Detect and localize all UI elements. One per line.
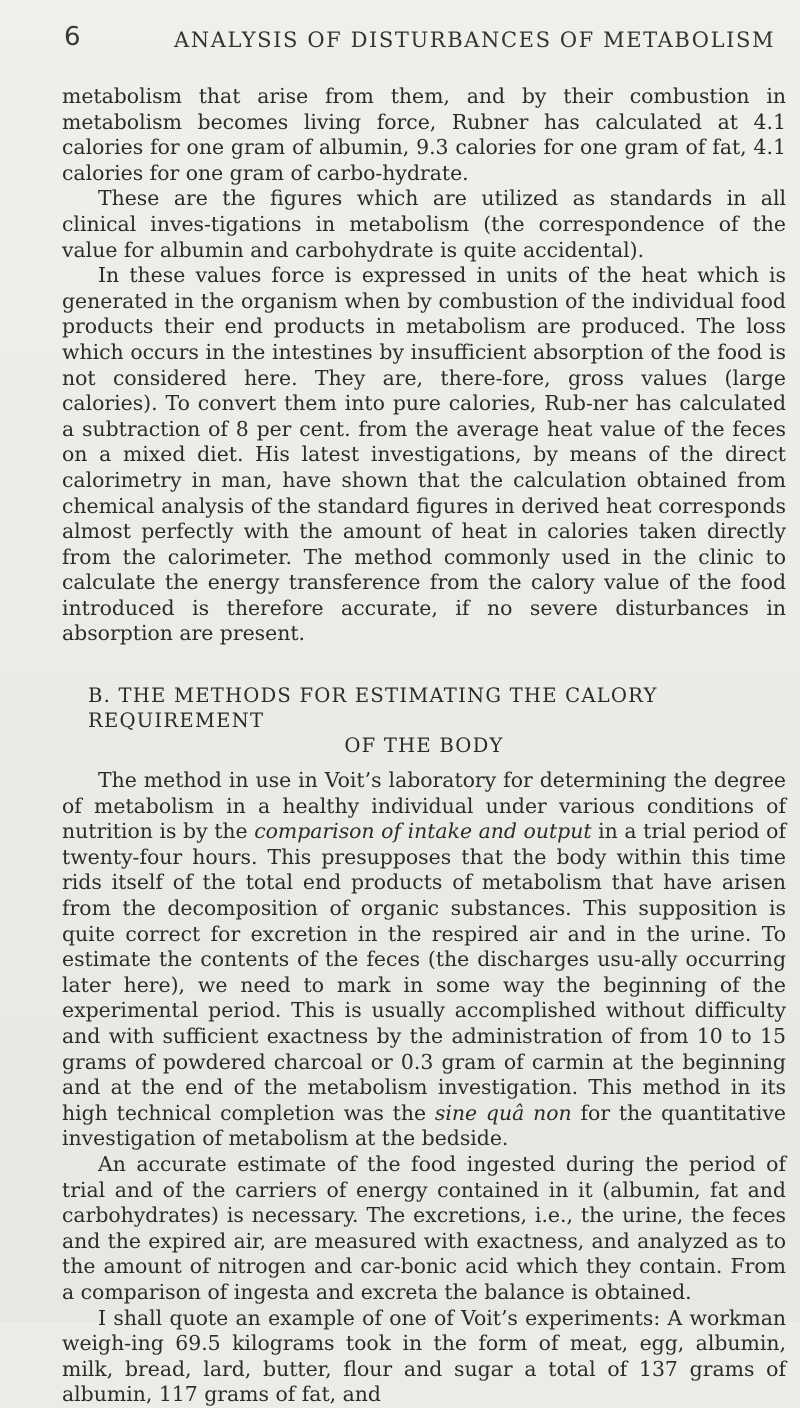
paragraph-6: I shall quote an example of one of Voit’s experiments: A workman weigh-ing 69.5 kilograms took in the form of meat, egg, albumin, milk, bread, lard, butter, flour and sugar a total of 137 grams of albumin, 117 grams of fat, and <box>62 1305 786 1407</box>
section-heading <box>62 683 786 758</box>
running-head: ANALYSIS OF DISTURBANCES OF METABOLISM <box>174 28 776 52</box>
section-heading-line-1: B. THE METHODS FOR ESTIMATING THE CALORY REQUIREMENT <box>88 684 658 733</box>
body-text <box>62 84 786 1408</box>
paragraph-4-part-3: for the quantitative investigation of metabolism at the bedside. <box>62 1100 786 1151</box>
paragraph-4-latin-phrase: sine quâ non <box>434 1100 572 1125</box>
paragraph-5: An accurate estimate of the food ingested during the period of trial and of the carriers of energy contained in it (albumin, fat and carbohydrates) is necessary. The excretions, i.e., the urine, the feces and the expired air, are measured with exactness, and analyzed as to the amount of nitrogen and car-bonic acid which they contain. From a comparison of ingesta and excreta the balance is obtained. <box>62 1151 786 1304</box>
paragraph-4 <box>62 768 786 1152</box>
page-number: 6 <box>64 22 81 52</box>
paragraph-4-emphasis: comparison of intake and output <box>254 819 592 844</box>
paragraph-1: metabolism that arise from them, and by their combustion in metabolism becomes living force, Rubner has calculated at 4.1 calories for one gram of albumin, 9.3 calories for one gram of fat, 4.1 calories for one gram of carbo-hydrate. <box>62 84 786 185</box>
paragraph-3: In these values force is expressed in units of the heat which is generated in the organism when by combustion of the individual food products their end products in metabolism are produced. The loss which occurs in the intestines by insufficient absorption of the food is not considered here. They are, there-fore, gross values (large calories). To convert them into pure calories, Rub-ner has calculated a subtraction of 8 per cent. from the average heat value of the feces on a mixed diet. His latest investigations, by means of the direct calorimetry in man, have shown that the calculation obtained from chemical analysis of the standard figures in derived heat corresponds almost perfectly with the amount of heat in calories taken directly from the calorimeter. The method commonly used in the clinic to calculate the energy transference from the calory value of the food introduced is therefore accurate, if no severe disturbances in absorption are present. <box>62 263 786 646</box>
paragraph-4-part-1: The method in use in Voit’s laboratory for determining the degree of metabolism in a healthy individual under various conditions of nutrition is by the <box>62 768 786 844</box>
paragraph-2: These are the figures which are utilized as standards in all clinical inves-tigations in metabolism (the correspondence of the value for albumin and carbohydrate is quite accidental). <box>62 186 786 262</box>
paragraph-4-part-2: in a trial period of twenty-four hours. This presupposes that the body within this time rids itself of the total end products of metabolism that have arisen from the decomposition of organic substances. This supposition is quite correct for excretion in the respired air and in the urine. To estimate the contents of the feces (the discharges usu-ally occurring later here), we need to mark in some way the beginning of the experimental period. This is usually accomplished without difficulty and with sufficient exactness by the administration of from 10 to 15 grams of powdered charcoal or 0.3 gram of carmin at the beginning and at the end of the metabolism investigation. This method in its high technical completion was the <box>62 819 786 1125</box>
page-header <box>64 22 776 58</box>
section-heading-line-2: OF THE BODY <box>344 734 504 758</box>
